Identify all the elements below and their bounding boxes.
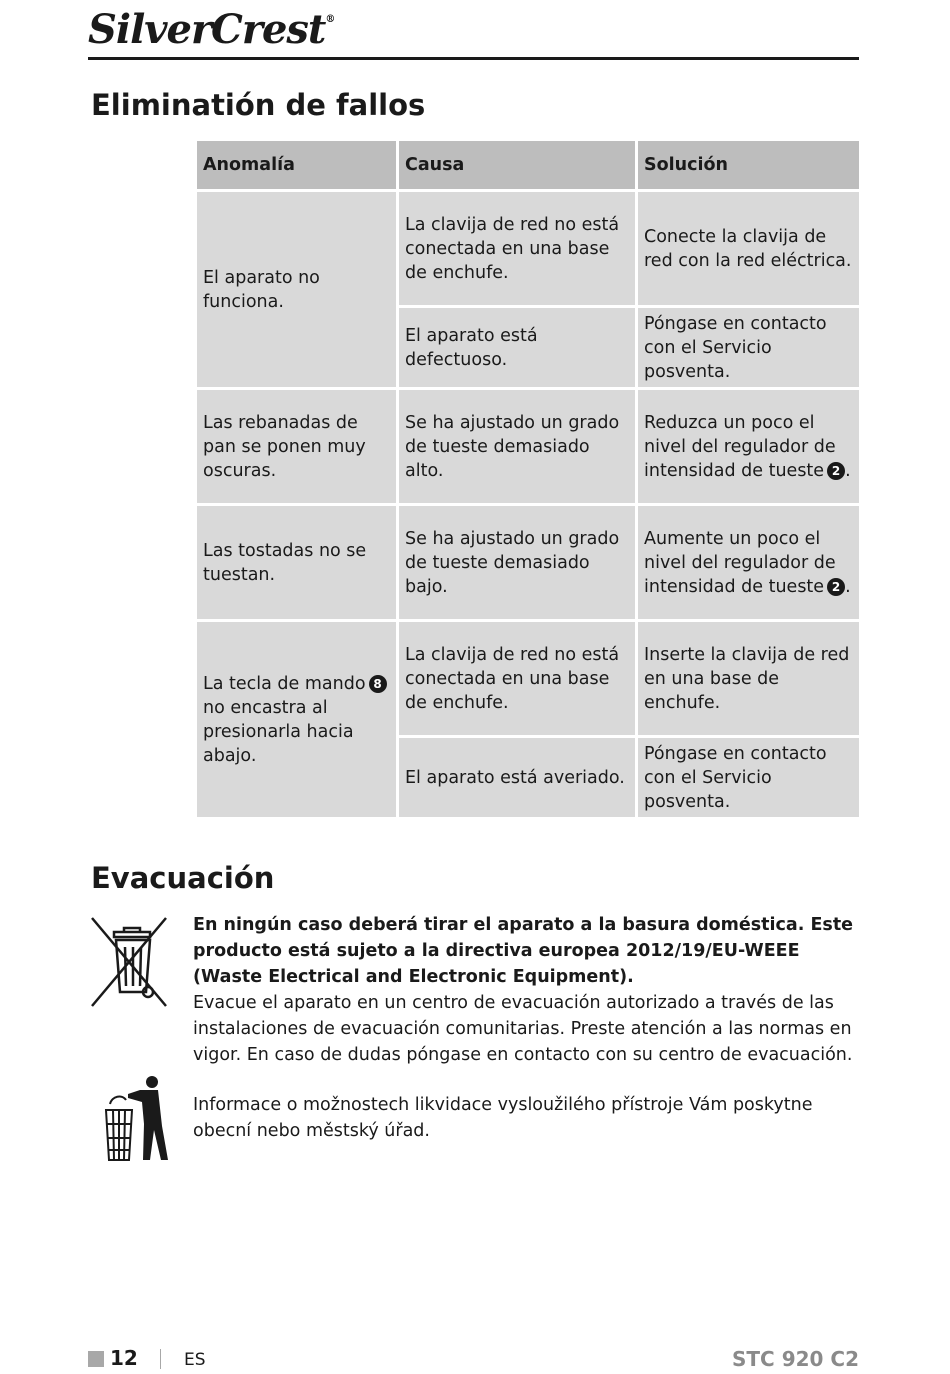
column-header-solution: Solución <box>637 140 861 191</box>
cause-cell: La clavija de red no está conectada en una base de enchufe. <box>398 191 637 307</box>
page-number: 12 <box>110 1346 138 1370</box>
solution-cell: Inserte la clavija de red en una base de enchufe. <box>637 621 861 737</box>
number-badge: 8 <box>369 675 387 693</box>
table-row <box>196 621 861 737</box>
solution-cell: Conecte la clavija de red con la red eléctrica. <box>637 191 861 307</box>
cause-cell: El aparato está defectuoso. <box>398 307 637 389</box>
column-header-cause: Causa <box>398 140 637 191</box>
solution-text: Reduzca un poco el nivel del regulador de intensidad de tueste <box>644 412 836 481</box>
troubleshooting-title: Eliminatión de fallos <box>91 88 426 122</box>
language-code: ES <box>184 1350 206 1370</box>
table-header-row <box>196 140 861 191</box>
disposal-warning: En ningún caso deberá tirar el aparato a la basura doméstica. Este producto está sujeto a la directiva europea 2012/19/EU-WEEE (Waste Electrical and Electronic Equipment). <box>193 915 854 987</box>
solution-cell: Póngase en contacto con el Servicio posventa. <box>637 307 861 389</box>
crossed-out-wheelie-bin-icon <box>90 914 168 1010</box>
solution-suffix: . <box>845 576 851 597</box>
number-badge: 2 <box>827 578 845 596</box>
anomaly-cell: Las rebanadas de pan se ponen muy oscuras. <box>196 389 398 505</box>
table-row <box>196 389 861 505</box>
model-number: STC 920 C2 <box>732 1347 859 1371</box>
solution-cell: Póngase en contacto con el Servicio posventa. <box>637 737 861 819</box>
anomaly-cell <box>196 621 398 819</box>
table-row <box>196 191 861 307</box>
header-rule <box>88 57 859 60</box>
solution-cell <box>637 505 861 621</box>
troubleshooting-table <box>194 138 862 820</box>
anomaly-text-rest: no encastra al presionarla hacia abajo. <box>203 697 354 766</box>
anomaly-cell: El aparato no funciona. <box>196 191 398 389</box>
solution-suffix: . <box>845 460 851 481</box>
table-row <box>196 505 861 621</box>
brand-logo: SilverCrest® <box>88 6 335 53</box>
number-badge: 2 <box>827 462 845 480</box>
solution-cell <box>637 389 861 505</box>
person-throwing-litter-in-bin-icon <box>100 1074 170 1164</box>
footer-divider <box>160 1349 161 1369</box>
solution-text: Aumente un poco el nivel del regulador de intensidad de tueste <box>644 528 836 597</box>
cause-cell: El aparato está averiado. <box>398 737 637 819</box>
cause-cell: La clavija de red no está conectada en una base de enchufe. <box>398 621 637 737</box>
disposal-text-czech: Informace o možnostech likvidace vysloužilého přístroje Vám poskytne obecní nebo městský úřad. <box>193 1095 813 1141</box>
disposal-title: Evacuación <box>91 861 275 895</box>
cause-cell: Se ha ajustado un grado de tueste demasiado alto. <box>398 389 637 505</box>
anomaly-cell: Las tostadas no se tuestan. <box>196 505 398 621</box>
anomaly-text: La tecla de mando <box>203 673 366 694</box>
cause-cell: Se ha ajustado un grado de tueste demasiado bajo. <box>398 505 637 621</box>
column-header-anomaly: Anomalía <box>196 140 398 191</box>
footer-square <box>88 1351 104 1367</box>
disposal-text: Evacue el aparato en un centro de evacuación autorizado a través de las instalaciones de evacuación comunitarias. Preste atención a las normas en vigor. En caso de dudas póngase en contacto con su centro de evacuación. <box>193 993 853 1065</box>
